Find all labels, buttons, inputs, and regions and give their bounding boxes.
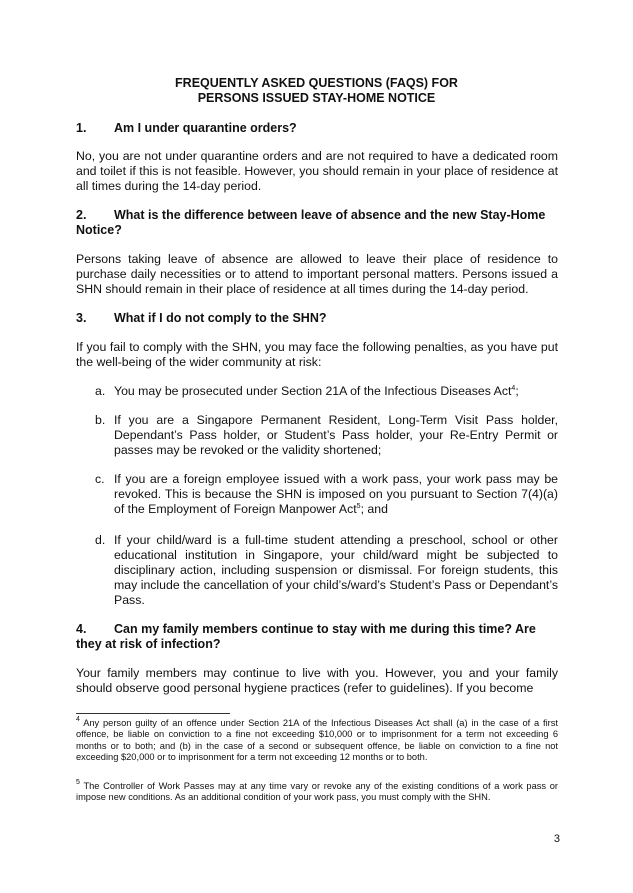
question-1-number: 1. (76, 121, 87, 135)
answer-3-intro: If you fail to comply with the SHN, you may face the following penalties, as you have put the well-being of the wider community at risk: (76, 340, 558, 369)
question-2-number: 2. (76, 208, 87, 222)
question-3-number: 3. (76, 311, 87, 325)
penalty-item-tail: ; (515, 384, 519, 398)
question-4-text: Can my family members continue to stay with me during this time? Are they at risk of infection? (76, 622, 536, 651)
question-4-number: 4. (76, 622, 87, 636)
penalty-item-a (95, 384, 558, 399)
penalty-item-b (95, 413, 558, 458)
answer-4-paragraph: Your family members may continue to live with you. However, you and your family should observe good personal hygiene practices (refer to guidelines). If you become (76, 666, 558, 695)
page-number: 3 (553, 833, 560, 845)
footnote-marker: 5 (76, 779, 80, 786)
title-line-1: FREQUENTLY ASKED QUESTIONS (FAQS) FOR (175, 76, 458, 90)
footnote-5 (76, 781, 558, 804)
answer-1-paragraph: No, you are not under quarantine orders and are not required to have a dedicated room and toilet if this is not feasible. However, you should remain in your place of residence at all times during the 14-day period. (76, 149, 558, 193)
penalty-item-d (95, 533, 558, 608)
footnote-4 (76, 718, 558, 764)
question-2-heading (76, 208, 558, 238)
penalty-item-text: If you are a foreign employee issued with a work pass, your work pass may be revoked. This is because the SHN is imposed on you pursuant to Section 7(4)(a) of the Employment of Foreign Manpower Act (114, 472, 558, 516)
question-1-text: Am I under quarantine orders? (114, 121, 297, 135)
footnote-marker: 4 (76, 716, 80, 723)
footnote-ref-5: 5 (356, 503, 361, 510)
document-title (0, 76, 633, 106)
question-1-heading (76, 121, 558, 136)
footnote-text: Any person guilty of an offence under Section 21A of the Infectious Diseases Act shall (a) in the case of a first offence, be liable on conviction to a fine not exceeding $10,000 or to imprisonment for a term not exceeding 6 months or to both; and (b) in the case of a second or subsequent offence, be liable on conviction to a fine not exceeding $20,000 or to imprisonment for a term not exceeding 12 months or to both. (76, 718, 558, 763)
footnote-ref-4: 4 (511, 385, 516, 392)
penalty-item-tail: ; and (360, 502, 388, 516)
penalty-item-c (95, 472, 558, 517)
question-3-heading (76, 311, 558, 326)
list-marker: d. (95, 533, 106, 547)
footnote-divider (76, 713, 230, 714)
penalty-item-text: You may be prosecuted under Section 21A of the Infectious Diseases Act (114, 384, 512, 398)
penalty-item-text: If you are a Singapore Permanent Resident, Long-Term Visit Pass holder, Dependant’s Pass holder, or Student’s Pass holder, your Re-Entry Permit or passes may be revoked or the validity shortened; (114, 413, 558, 457)
list-marker: c. (95, 472, 105, 486)
question-4-heading (76, 622, 558, 652)
penalty-item-text: If your child/ward is a full-time student attending a preschool, school or other educational institution in Singapore, your child/ward might be subjected to disciplinary action, including suspension or dismissal. For foreign students, this may include the cancellation of your child’s/ward’s Student’s Pass or Dependant’s Pass. (114, 533, 558, 607)
list-marker: a. (95, 384, 106, 398)
question-3-text: What if I do not comply to the SHN? (114, 311, 327, 325)
question-2-text: What is the difference between leave of absence and the new Stay-Home Notice? (76, 208, 546, 237)
title-line-2: PERSONS ISSUED STAY-HOME NOTICE (197, 91, 436, 105)
answer-2-paragraph: Persons taking leave of absence are allowed to leave their place of residence to purchase daily necessities or to attend to important personal matters. Persons issued a SHN should remain in their place of residence at all times during the 14-day period. (76, 252, 558, 296)
list-marker: b. (95, 413, 106, 427)
footnote-text: The Controller of Work Passes may at any time vary or revoke any of the existing conditions of a work pass or impose new conditions. As an additional condition of your work pass, you must comply with the SHN. (76, 781, 558, 803)
